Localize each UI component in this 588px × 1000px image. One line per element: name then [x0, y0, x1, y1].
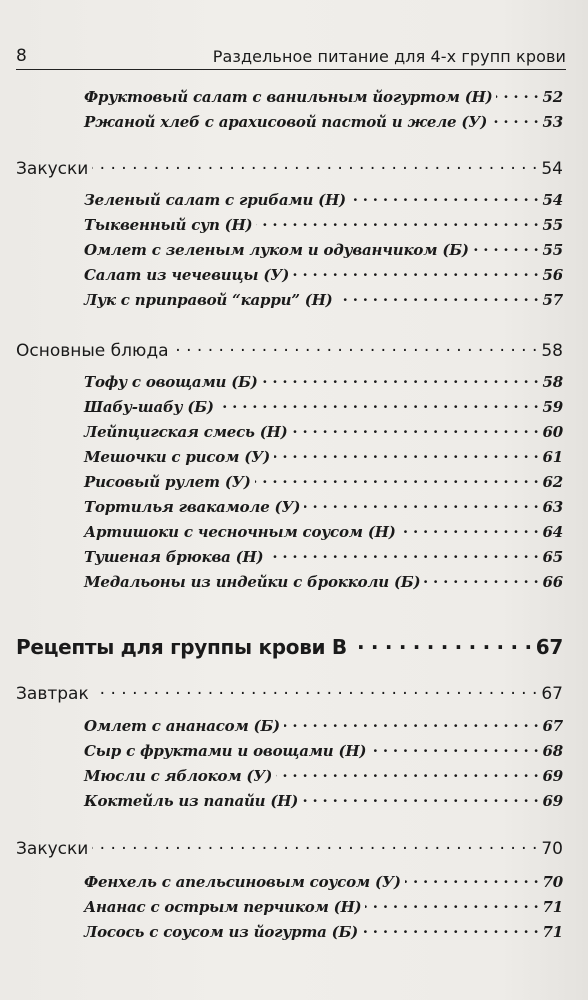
toc-entry-page: 62: [542, 473, 563, 491]
toc-entry: [84, 419, 563, 443]
toc-part-page: 67: [535, 635, 563, 659]
toc-entry: [84, 212, 563, 236]
toc-entry-page: 59: [542, 398, 563, 416]
toc-entry-page: 60: [542, 423, 563, 441]
toc-entry-title: Рисовый рулет (У): [84, 473, 251, 491]
toc-entry: [84, 262, 563, 286]
dot-leader: [218, 394, 539, 412]
toc-entry-title: Омлет с зеленым луком и одуванчиком (Б): [84, 241, 469, 259]
dot-leader: [255, 469, 539, 487]
toc-entry-page: 64: [542, 523, 563, 541]
toc-entry-title: Салат из чечевицы (У): [84, 266, 290, 284]
toc-entry-page: 55: [542, 216, 563, 234]
toc-part-title: Рецепты для группы крови В: [16, 635, 347, 659]
dot-leader: [304, 494, 538, 512]
toc-section-heading: [16, 679, 563, 705]
toc-entry: [84, 713, 563, 737]
dot-leader: [92, 154, 537, 174]
toc-entry-title: Медальоны из индейки с брокколи (Б): [84, 573, 421, 591]
toc-entry-title: Зеленый салат с грибами (Н): [84, 191, 346, 209]
toc-entry-title: Лук с приправой “карри” (Н): [84, 291, 333, 309]
toc-entry: [84, 494, 563, 518]
toc-entry-page: 58: [542, 373, 563, 391]
toc-entry-page: 52: [542, 88, 563, 106]
dot-leader: [400, 519, 539, 537]
toc-entry-title: Лосось с соусом из йогурта (Б): [84, 923, 359, 941]
dot-leader: [350, 187, 539, 205]
toc-entry: [84, 369, 563, 393]
toc-entry-title: Тыквенный суп (Н): [84, 216, 253, 234]
toc-entry: [84, 569, 563, 593]
toc-entry-page: 69: [542, 792, 563, 810]
toc-entry-page: 53: [542, 113, 563, 131]
toc-section-title: Основные блюда: [16, 341, 169, 362]
toc-entry-title: Коктейль из папайи (Н): [84, 792, 299, 810]
toc-entry-page: 63: [542, 498, 563, 516]
toc-section-page: 67: [541, 684, 563, 705]
toc-entry-title: Ржаной хлеб с арахисовой пастой и желе (У): [84, 113, 488, 131]
toc-section-page: 54: [541, 159, 563, 180]
dot-leader: [424, 569, 538, 587]
toc-entry-page: 71: [542, 923, 563, 941]
running-title: Раздельное питание для 4-х групп крови: [212, 47, 566, 66]
dot-leader: [302, 788, 538, 806]
toc-entry: [84, 394, 563, 418]
dot-leader: [405, 869, 539, 887]
toc-section-title: Закуски: [16, 159, 89, 180]
toc-section-title: Завтрак: [16, 684, 89, 705]
toc-entry-title: Фруктовый салат с ванильным йогуртом (Н): [84, 88, 493, 106]
toc-entry: [84, 187, 563, 211]
dot-leader: [276, 763, 538, 781]
dot-leader: [365, 894, 538, 912]
toc-entry-page: 68: [542, 742, 563, 760]
page-number: 8: [16, 46, 27, 66]
toc-entry: [84, 763, 563, 787]
toc-entry-page: 67: [542, 717, 563, 735]
toc-entry: [84, 738, 563, 762]
dot-leader: [362, 919, 538, 937]
toc-entry-page: 69: [542, 767, 563, 785]
toc-entry-page: 57: [542, 291, 563, 309]
toc-entry-title: Сыр с фруктами и овощами (Н): [84, 742, 367, 760]
toc-entry-page: 56: [542, 266, 563, 284]
toc-entry: [84, 109, 563, 133]
dot-leader: [173, 336, 538, 356]
toc-entry-title: Шабу-шабу (Б): [84, 398, 214, 416]
toc-entry: [84, 237, 563, 261]
dot-leader: [473, 237, 539, 255]
toc-entry-title: Тофу с овощами (Б): [84, 373, 258, 391]
toc-entry: [84, 287, 563, 311]
toc-entry-page: 70: [542, 873, 563, 891]
toc-section-heading: [16, 154, 563, 180]
toc-entry-page: 65: [542, 548, 563, 566]
toc-section-page: 58: [541, 341, 563, 362]
dot-leader: [370, 738, 538, 756]
toc-entry: [84, 788, 563, 812]
toc-entry: [84, 919, 563, 943]
toc-entry-title: Ананас с острым перчиком (Н): [84, 898, 362, 916]
toc-section-heading: [16, 336, 563, 362]
dot-leader: [93, 679, 538, 699]
toc-section-heading: [16, 834, 563, 860]
toc-entry-title: Артишоки с чесночным соусом (Н): [84, 523, 396, 541]
dot-leader: [267, 544, 538, 562]
toc-entry-page: 54: [542, 191, 563, 209]
toc-entry: [84, 84, 563, 108]
toc-entry-title: Тушеная брюква (Н): [84, 548, 264, 566]
toc-section-title: Закуски: [16, 839, 89, 860]
toc-entry: [84, 894, 563, 918]
toc-entry: [84, 869, 563, 893]
toc-entry-title: Лейпцигская смесь (Н): [84, 423, 288, 441]
dot-leader: [496, 84, 538, 102]
toc-entry: [84, 444, 563, 468]
toc-entry: [84, 469, 563, 493]
toc-entry-page: 66: [542, 573, 563, 591]
toc-entry-title: Мюсли с яблоком (У): [84, 767, 273, 785]
dot-leader: [274, 444, 539, 462]
toc-entry-page: 55: [542, 241, 563, 259]
dot-leader: [292, 419, 539, 437]
dot-leader: [351, 630, 532, 654]
dot-leader: [337, 287, 539, 305]
toc-entry-page: 71: [542, 898, 563, 916]
toc-entry: [84, 519, 563, 543]
toc-entry-page: 61: [542, 448, 563, 466]
toc-entry-title: Мешочки с рисом (У): [84, 448, 270, 466]
dot-leader: [284, 713, 539, 731]
dot-leader: [262, 369, 539, 387]
dot-leader: [256, 212, 538, 230]
toc-entry: [84, 544, 563, 568]
dot-leader: [293, 262, 538, 280]
dot-leader: [491, 109, 538, 127]
toc-entry-title: Фенхель с апельсиновым соусом (У): [84, 873, 401, 891]
toc-entry-title: Тортилья гвакамоле (У): [84, 498, 301, 516]
toc-entry-title: Омлет с ананасом (Б): [84, 717, 280, 735]
dot-leader: [92, 834, 537, 854]
toc-part-heading: [16, 630, 563, 660]
toc-section-page: 70: [541, 839, 563, 860]
